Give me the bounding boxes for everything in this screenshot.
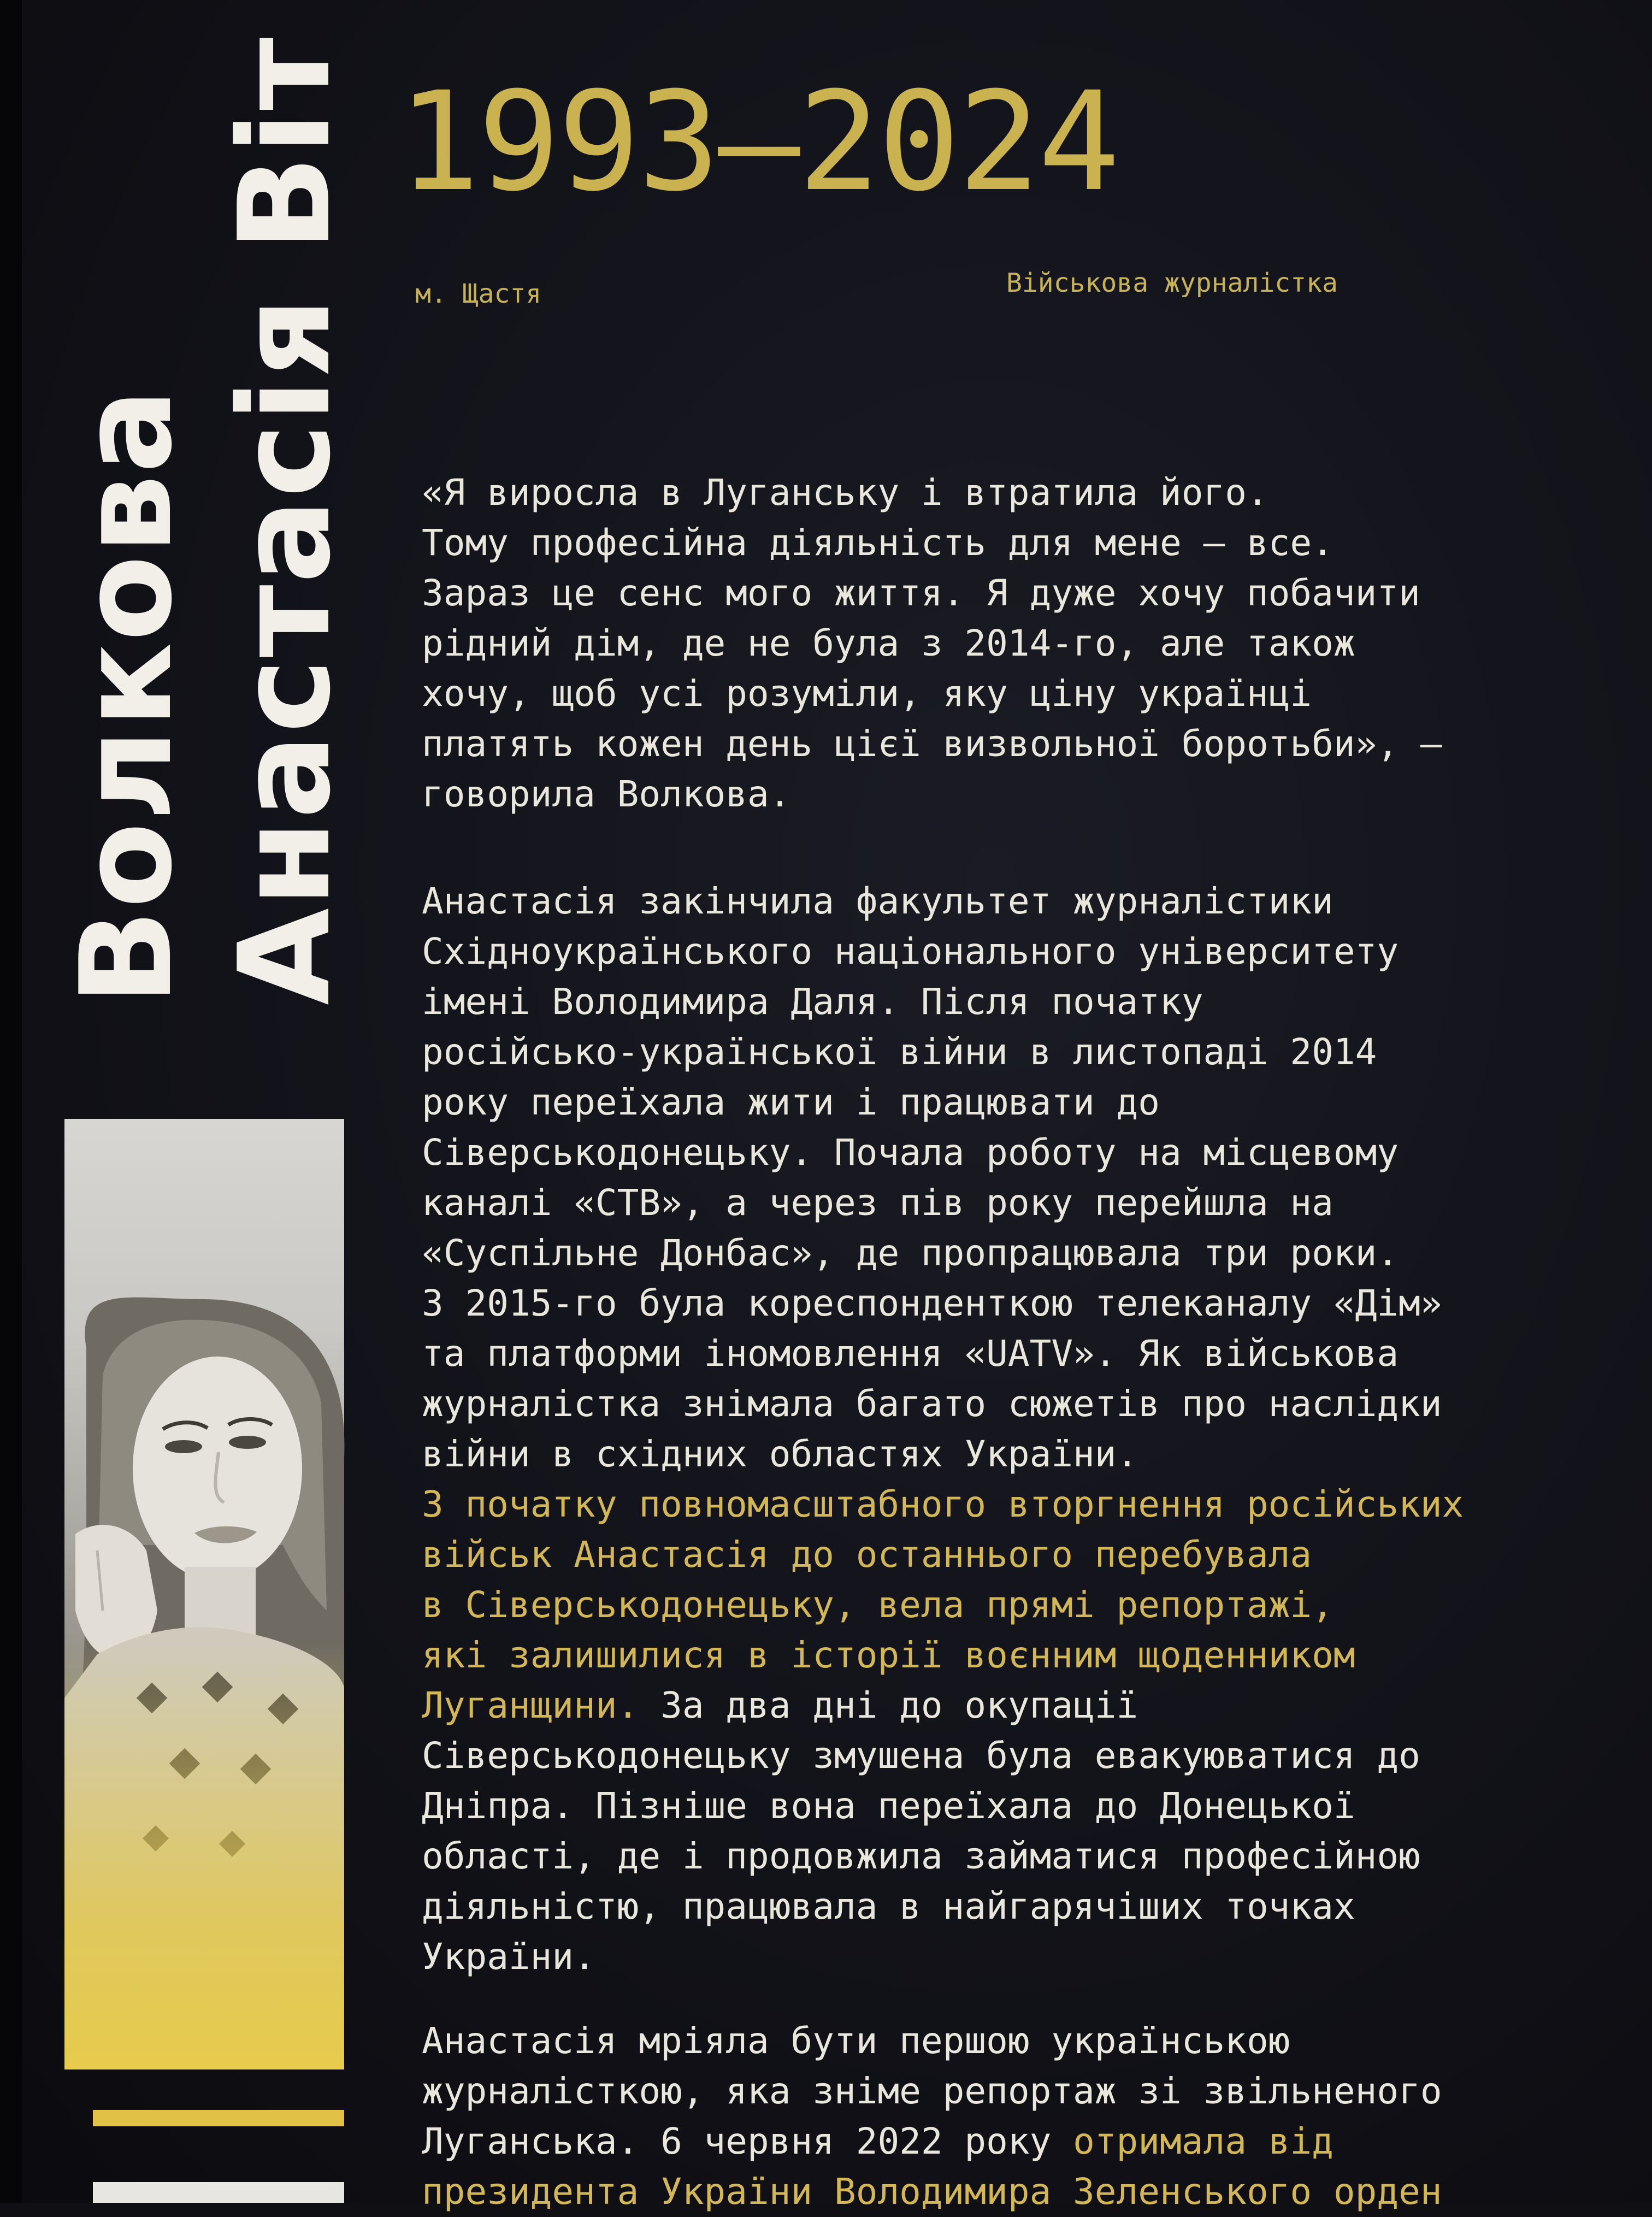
quote-line: хочу, щоб усі розуміли, яку ціну українці	[422, 673, 1312, 715]
closing-mixed-line	[422, 2116, 1624, 2167]
closing-highlight-line: президента України Володимира Зеленського орден	[422, 2171, 1442, 2213]
vertical-name-block	[48, 0, 358, 1005]
yellow-accent-stripe	[93, 2110, 344, 2126]
bio-line: області, де і продовжила займатися професійною	[422, 1835, 1420, 1877]
closing-highlight-text: отримала від	[1073, 2120, 1334, 2162]
bio-line: Східноукраїнського національного університету	[422, 930, 1399, 972]
quote-line: «Я виросла в Луганську і втратила його.	[422, 471, 1268, 514]
left-edge-band	[0, 0, 22, 2203]
bio-line: Анастасія закінчила факультет журналістики	[422, 880, 1334, 922]
bio-tail-text: За два дні до окупації	[639, 1684, 1138, 1726]
quote-line: Зараз це сенс мого життя. Я дуже хочу побачити	[422, 572, 1420, 614]
bio-line: журналістка знімала багато сюжетів про наслідки	[422, 1383, 1442, 1425]
bio-line: російсько-української війни в листопаді 2014	[422, 1031, 1377, 1073]
birthplace: м. Щастя	[415, 279, 542, 309]
closing-line: журналісткою, яка зніме репортаж зі звільненого	[422, 2070, 1442, 2112]
surname: Волкова	[54, 387, 200, 1005]
quote-line: Тому професійна діяльність для мене – все.	[422, 522, 1334, 564]
biography-paragraph	[422, 876, 1624, 1982]
closing-line: Анастасія мріяла бути першою українською	[422, 2020, 1290, 2062]
bio-line: року переїхала жити і працювати до	[422, 1081, 1160, 1123]
quote-line: говорила Волкова.	[422, 773, 791, 815]
quote-paragraph	[422, 468, 1624, 819]
closing-plain-text: Луганська. 6 червня 2022 року	[422, 2120, 1073, 2162]
bio-line: каналі «СТВ», а через пів року перейшла на	[422, 1182, 1334, 1224]
bio-highlight-line: які залишилися в історії воєнним щоденником	[422, 1634, 1355, 1676]
bio-line: війни в східних областях України.	[422, 1433, 1138, 1475]
bio-line: Сіверськодонецьку. Почала роботу на місцевому	[422, 1131, 1399, 1174]
profession: Військова журналістка	[1006, 268, 1338, 298]
bio-line: З 2015-го була кореспонденткою телеканалу «Дім»	[422, 1282, 1442, 1324]
bio-line: Сіверськодонецьку змушена була евакуюватися до	[422, 1735, 1420, 1777]
quote-line: рідний дім, де не була з 2014-го, але також	[422, 622, 1355, 664]
portrait-photo	[64, 1119, 344, 2069]
life-years: 1993–2024	[398, 62, 1118, 221]
bio-line: «Суспільне Донбас», де пропрацювала три роки.	[422, 1232, 1399, 1274]
bio-line: імені Володимира Даля. Після початку	[422, 981, 1203, 1023]
closing-paragraph	[422, 2016, 1624, 2217]
quote-line: платять кожен день цієї визвольної боротьби», –	[422, 723, 1442, 765]
bio-highlight-tail: Луганщини.	[422, 1684, 639, 1726]
bio-highlight-line: в Сіверськодонецьку, вела прямі репортажі,	[422, 1584, 1334, 1626]
bio-line: діяльністю, працювала в найгарячіших точках	[422, 1885, 1355, 1927]
bio-line: Дніпра. Пізніше вона переїхала до Донецької	[422, 1785, 1355, 1827]
bio-mixed-line	[422, 1681, 1624, 1731]
bio-highlight-line: З початку повномасштабного вторгнення російських	[422, 1483, 1464, 1525]
given-name: Анастасія Віт	[213, 36, 358, 1005]
bio-highlight-line: військ Анастасія до останнього перебувала	[422, 1534, 1312, 1576]
bio-line: України.	[422, 1936, 595, 1978]
bio-line: та платформи іномовлення «UATV». Як військова	[422, 1332, 1399, 1375]
light-accent-stripe	[93, 2182, 344, 2203]
